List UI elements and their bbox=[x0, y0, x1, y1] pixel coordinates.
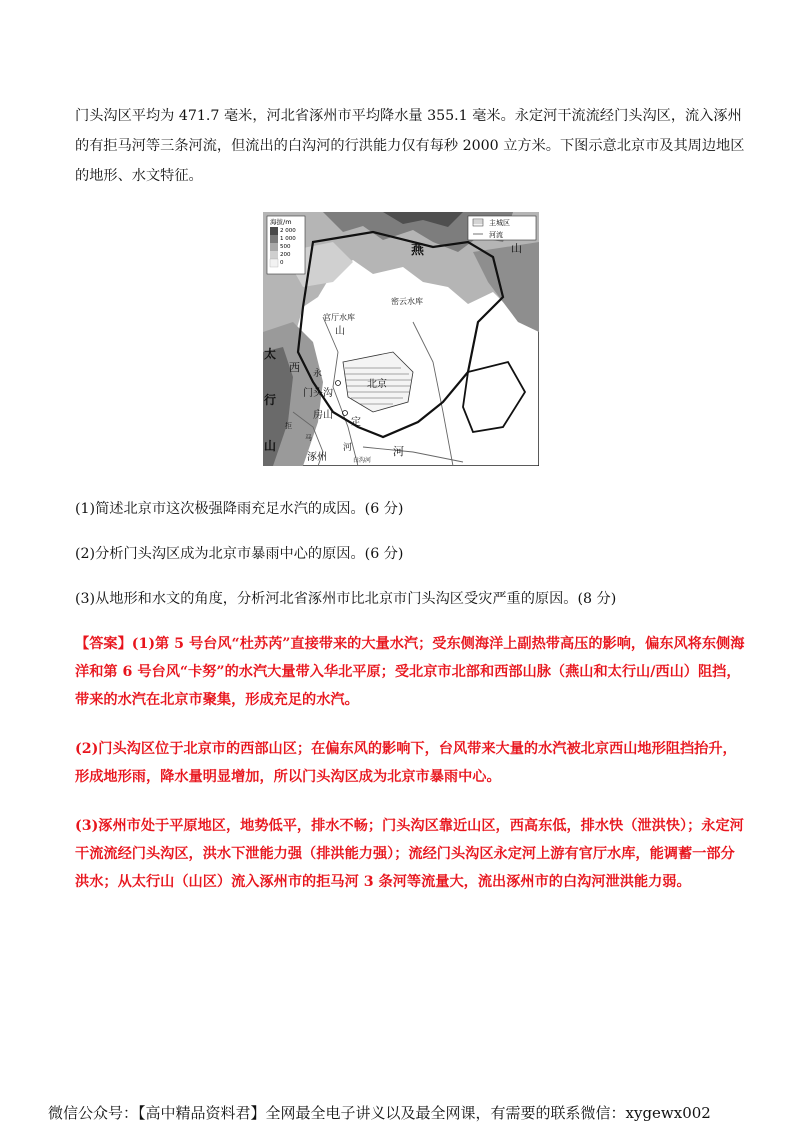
legend-level: 500 bbox=[280, 244, 291, 250]
answer-line: 带来的水汽在北京市聚集，形成充足的水汽。 bbox=[75, 692, 359, 708]
label-tai: 太 bbox=[264, 347, 277, 361]
label-zhuozhou: 涿州 bbox=[307, 452, 327, 463]
intro-paragraph bbox=[75, 101, 745, 191]
label-hang: 行 bbox=[264, 393, 277, 407]
answer-line: 干流流经门头沟区，洪水下泄能力强（排洪能力强）；流经门头沟区永定河上游有官厅水库，能调蓄一部分 bbox=[75, 846, 735, 862]
legend-level: 200 bbox=[280, 252, 291, 258]
answer-line: 洋和第 6 号台风“卡努”的水汽大量带入华北平原；受北京市北部和西部山脉（燕山和太行山/西山）阻挡， bbox=[75, 664, 741, 680]
legend-swatch bbox=[270, 251, 278, 259]
label-guanting: 官厅水库 bbox=[323, 313, 355, 322]
question-2: (2)分析门头沟区成为北京市暴雨中心的原因。(6 分) bbox=[75, 546, 404, 562]
label-mentougou: 门头沟 bbox=[303, 388, 333, 399]
label-ding: 定 bbox=[351, 417, 361, 428]
answer-3 bbox=[75, 812, 744, 896]
question-3: (3)从地形和水文的角度，分析河北省涿州市比北京市门头沟区受灾严重的原因。(8 分) bbox=[75, 591, 617, 607]
legend-swatch bbox=[270, 243, 278, 251]
label-shan-west: 山 bbox=[264, 439, 277, 453]
label-beijing: 北京 bbox=[367, 379, 387, 390]
legend-swatch bbox=[270, 227, 278, 235]
legend-level: 1 000 bbox=[280, 236, 296, 242]
label-ma: 马 bbox=[305, 434, 312, 442]
legend-title: 海拔/m bbox=[270, 218, 292, 226]
label-miyun: 密云水库 bbox=[391, 297, 423, 306]
beijing-terrain-map bbox=[263, 212, 539, 466]
label-baigouhe: 白沟河 bbox=[353, 457, 372, 464]
label-shan-mid: 山 bbox=[335, 326, 345, 337]
label-he1: 河 bbox=[343, 443, 353, 453]
intro-line: 的地形、水文特征。 bbox=[75, 168, 203, 184]
answer-line: 【答案】(1)第 5 号台风“杜苏芮”直接带来的大量水汽；受东侧海洋上副热带高压的影响，偏东风将东侧海 bbox=[75, 636, 745, 652]
label-yong: 永 bbox=[313, 369, 323, 379]
answer-line: 形成地形雨，降水量明显增加，所以门头沟区成为北京市暴雨中心。 bbox=[75, 769, 501, 785]
label-fangshan: 房山 bbox=[313, 410, 333, 421]
label-shan-east: 山 bbox=[511, 242, 522, 255]
intro-line: 的有拒马河等三条河流，但流出的白沟河的行洪能力仅有每秒 2000 立方米。下图示意北京市及其周边地区 bbox=[75, 138, 745, 154]
label-yan: 燕 bbox=[411, 243, 425, 258]
answer-line: (2)门头沟区位于北京市的西部山区；在偏东风的影响下，台风带来大量的水汽被北京西山地形阻挡抬升， bbox=[75, 741, 737, 757]
answer-line: 洪水；从太行山（山区）流入涿州市的拒马河 3 条河等流量大，流出涿州市的白沟河泄洪能力弱。 bbox=[75, 874, 691, 890]
answer-1 bbox=[75, 630, 745, 714]
feature-legend bbox=[468, 216, 536, 240]
elevation-legend bbox=[267, 216, 305, 274]
answer-2 bbox=[75, 735, 735, 791]
label-ju: 拒 bbox=[285, 422, 292, 430]
legend-river: 河流 bbox=[489, 231, 503, 239]
legend-level: 0 bbox=[280, 260, 284, 266]
legend-urban: 主城区 bbox=[489, 219, 510, 227]
answer-line: (3)涿州市处于平原地区，地势低平，排水不畅；门头沟区靠近山区，西高东低，排水快（泄洪快）；永定河 bbox=[75, 818, 744, 834]
intro-line: 门头沟区平均为 471.7 毫米，河北省涿州市平均降水量 355.1 毫米。永定河干流流经门头沟区，流入涿州 bbox=[75, 108, 742, 124]
legend-swatch bbox=[270, 259, 278, 267]
legend-level: 2 000 bbox=[280, 228, 296, 234]
label-he2: 河 bbox=[393, 445, 404, 458]
legend-swatch bbox=[270, 235, 278, 243]
label-xi: 西 bbox=[289, 361, 300, 374]
footer-contact: 微信公众号：【高中精品资料君】全网最全电子讲义以及最全网课，有需要的联系微信：xygewx002 bbox=[48, 1104, 711, 1122]
question-1: (1)简述北京市这次极强降雨充足水汽的成因。(6 分) bbox=[75, 501, 404, 517]
